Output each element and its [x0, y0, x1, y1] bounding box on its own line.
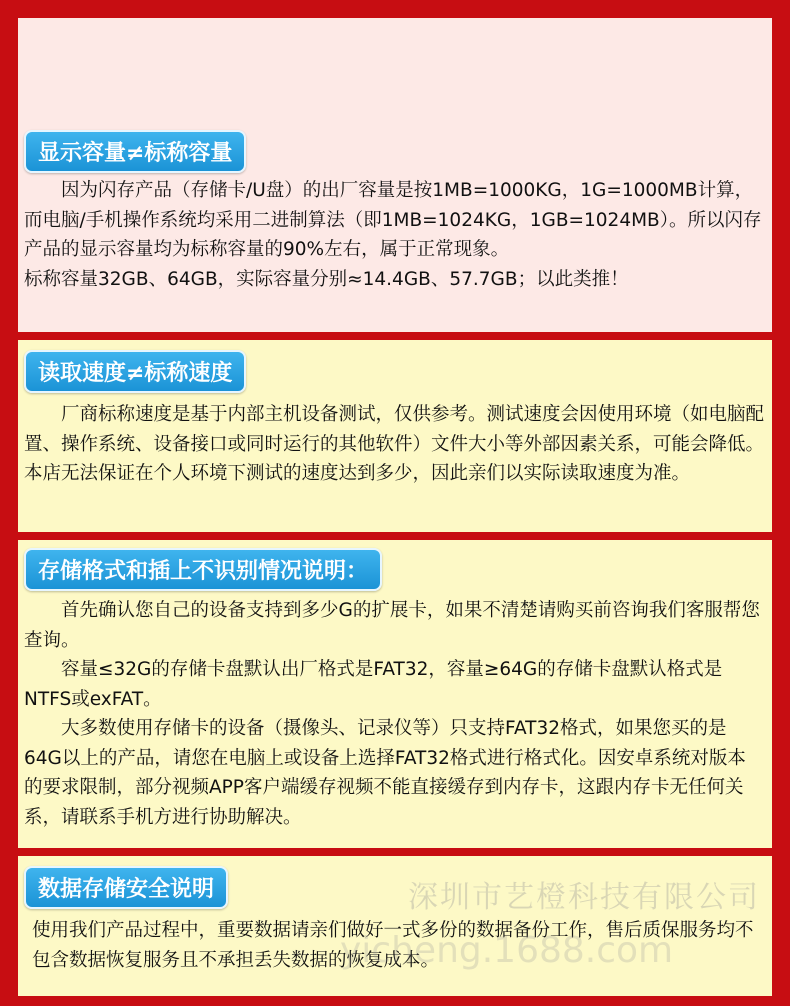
- section-body: [24, 596, 764, 832]
- paragraph: 首先确认您自己的设备支持到多少G的扩展卡，如果不清楚请购买前咨询我们客服帮您查询。: [24, 600, 760, 651]
- section-label: 显示容量≠标称容量: [24, 130, 246, 173]
- paragraph: 大多数使用存储卡的设备（摄像头、记录仪等）只支持FAT32格式，如果您买的是64G以上的产品，请您在电脑上或设备上选择FAT32格式进行格式化。因安卓系统对版本的要求限制，部分视频APP客户端缓存视频不能直接缓存到内存卡，这跟内存卡无任何关系，请联系手机方进行协助解决。: [24, 718, 746, 828]
- section-label: 存储格式和插上不识别情况说明：: [24, 548, 382, 591]
- paragraph: 标称容量32GB、64GB，实际容量分别≈14.4GB、57.7GB；以此类推！: [24, 268, 629, 290]
- section-capacity: [18, 18, 772, 332]
- section-speed: [18, 340, 772, 532]
- section-format: [18, 540, 772, 848]
- paragraph: 厂商标称速度是基于内部主机设备测试，仅供参考。测试速度会因使用环境（如电脑配置、操作系统、设备接口或同时运行的其他软件）文件大小等外部因素关系，可能会降低。本店无法保证在个人环境下测试的速度达到多少，因此亲们以实际读取速度为准。: [24, 404, 765, 484]
- paragraph: 容量≤32G的存储卡盘默认出厂格式是FAT32，容量≥64G的存储卡盘默认格式是NTFS或exFAT。: [24, 659, 723, 710]
- section-body: [24, 176, 764, 294]
- section-label: 数据存储安全说明: [24, 866, 228, 909]
- section-body: [24, 400, 764, 489]
- watermark-site: yicheng.1688.com: [340, 930, 674, 971]
- paragraph: 使用我们产品过程中，重要数据请亲们做好一式多份的数据备份工作，售后质保服务均不包含数据恢复服务且不承担丢失数据的恢复成本。: [32, 920, 754, 971]
- paragraph: 因为闪存产品（存储卡/U盘）的出厂容量是按1MB=1000KG，1G=1000MB计算，而电脑/手机操作系统均采用二进制算法（即1MB=1024KG，1GB=1024MB）。所以闪存产品的显示容量均为标称容量的90%左右，属于正常现象。: [24, 180, 762, 260]
- section-label: 读取速度≠标称速度: [24, 350, 246, 393]
- watermark-company: 深圳市艺橙科技有限公司: [408, 880, 760, 915]
